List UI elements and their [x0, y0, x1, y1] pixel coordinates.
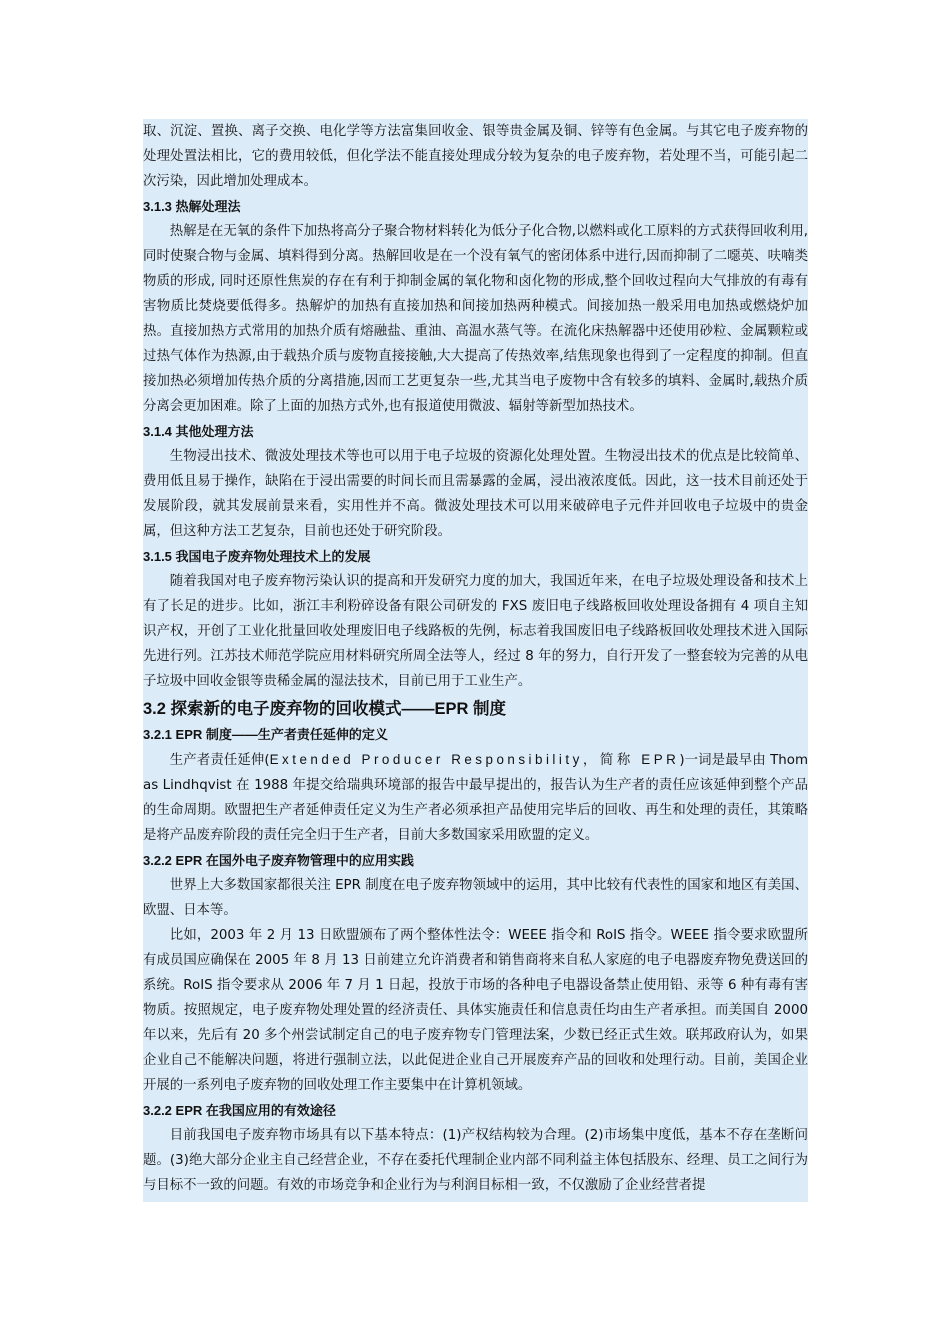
paragraph-china-market: 目前我国电子废弃物市场具有以下基本特点：(1)产权结构较为合理。(2)市场集中度低，基本不存在垄断问题。(3)绝大部分企业主自己经营企业，不存在委托代理制企业内部不同利益主体包括股东、经理、员工之间行为与目标不一致的问题。有效的市场竞争和企业行为与利润目标相一致，不仅激励了企业经营者提 [143, 1128, 808, 1193]
heading-3-2-1: 3.2.1 EPR 制度——生产者责任延伸的定义 [143, 727, 388, 742]
epr-text-rest: )一词是最早由 Thomas Lindhqvist 在 1988 年提交给瑞典环境部的报告中最早提出的，报告认为生产者的责任应该延伸到整个产品的生命周期。欧盟把生产者延伸责任定义为生产者必须承担产品使用完毕后的回收、再生和处理的责任，其策略是将产品废弃阶段的责任完全归于生产者，目前大多数国家采用欧盟的定义。 [143, 753, 808, 843]
paragraph-epr-worldwide: 世界上大多数国家都很关注 EPR 制度在电子废弃物领域中的运用，其中比较有代表性的国家和地区有美国、欧盟、日本等。 [143, 878, 808, 918]
epr-text-start: 生产者责任延伸( [169, 753, 270, 768]
paragraph-pyrolysis: 热解是在无氧的条件下加热将高分子聚合物材料转化为低分子化合物,以燃料或化工原料的方式获得回收利用,同时使聚合物与金属、填料得到分离。热解回收是在一个没有氧气的密闭体系中进行,因而抑制了二噁英、呋喃类物质的形成, 同时还原性焦炭的存在有利于抑制金属的氧化物和卤化物的形成,整个回收过程向大气排放的有毒有害物质比焚烧要低得多。热解炉的加热有直接加热和间接加热两种模式。间接加热一般采用电加热或燃烧炉加热。直接加热方式常用的加热介质有熔融盐、重油、高温水蒸气等。在流化床热解器中还使用砂粒、金属颗粒或过热气体作为热源,由于载热介质与废物直接接触,大大提高了传热效率,结焦现象也得到了一定程度的抑制。但直接加热必须增加传热介质的分离措施,因而工艺更复杂一些,尤其当电子废物中含有较多的填料、金属时,载热介质分离会更加困难。除了上面的加热方式外,也有报道使用微波、辐射等新型加热技术。 [143, 224, 808, 414]
epr-english-term: Extended Producer Responsibility，简称 EPR [269, 752, 680, 767]
heading-3-1-3: 3.1.3 热解处理法 [143, 199, 241, 214]
paragraph-other-methods: 生物浸出技术、微波处理技术等也可以用于电子垃圾的资源化处理处置。生物浸出技术的优点是比较简单、费用低且易于操作，缺陷在于浸出需要的时间长而且需暴露的金属，浸出液浓度低。因此，这一技术目前还处于发展阶段，就其发展前景来看，实用性并不高。微波处理技术可以用来破碎电子元件并回收电子垃圾中的贵金属，但这种方法工艺复杂，目前也还处于研究阶段。 [143, 449, 808, 539]
document-page [143, 119, 808, 1202]
heading-3-2-2-china: 3.2.2 EPR 在我国应用的有效途径 [143, 1103, 336, 1118]
heading-3-1-5: 3.1.5 我国电子废弃物处理技术上的发展 [143, 549, 371, 564]
heading-3-1-4: 3.1.4 其他处理方法 [143, 424, 254, 439]
heading-3-2: 3.2 探索新的电子废弃物的回收模式——EPR 制度 [143, 700, 507, 718]
paragraph-china-development: 随着我国对电子废弃物污染认识的提高和开发研究力度的加大，我国近年来，在电子垃圾处理设备和技术上有了长足的进步。比如，浙江丰利粉碎设备有限公司研发的 FXS 废旧电子线路板回收处理设备拥有 4 项自主知识产权，开创了工业化批量回收处理废旧电子线路板的先例，标志着我国废旧电子线路板回收处理技术进入国际先进行列。江苏技术师范学院应用材料研究所周全法等人，经过 8 年的努力，自行开发了一整套较为完善的从电子垃圾中回收金银等贵稀金属的湿法技术，目前已用于工业生产。 [143, 574, 808, 689]
paragraph-eu-us-examples: 比如，2003 年 2 月 13 日欧盟颁布了两个整体性法令：WEEE 指令和 RoIS 指令。WEEE 指令要求欧盟所有成员国应确保在 2005 年 8 月 13 日前建立允许消费者和销售商将来自私人家庭的电子电器废弃物免费送回的系统。RoIS 指令要求从 2006 年 7 月 1 日起，投放于市场的各种电子电器设备禁止使用铅、汞等 6 种有毒有害物质。按照规定，电子废弃物处理处置的经济责任、具体实施责任和信息责任均由生产者承担。而美国自 2000 年以来，先后有 20 多个州尝试制定自己的电子废弃物专门管理法案，少数已经正式生效。联邦政府认为，如果企业自己不能解决问题，将进行强制立法，以此促进企业自己开展废弃产品的回收和处理行动。目前，美国企业开展的一系列电子废弃物的回收处理工作主要集中在计算机领域。 [143, 928, 808, 1093]
paragraph-continuation: 取、沉淀、置换、离子交换、电化学等方法富集回收金、银等贵金属及铜、锌等有色金属。与其它电子废弃物的处理处置法相比，它的费用较低，但化学法不能直接处理成分较为复杂的电子废弃物，若处理不当，可能引起二次污染，因此增加处理成本。 [143, 124, 808, 189]
paragraph-epr-definition [143, 747, 808, 848]
heading-3-2-2-abroad: 3.2.2 EPR 在国外电子废弃物管理中的应用实践 [143, 853, 414, 868]
